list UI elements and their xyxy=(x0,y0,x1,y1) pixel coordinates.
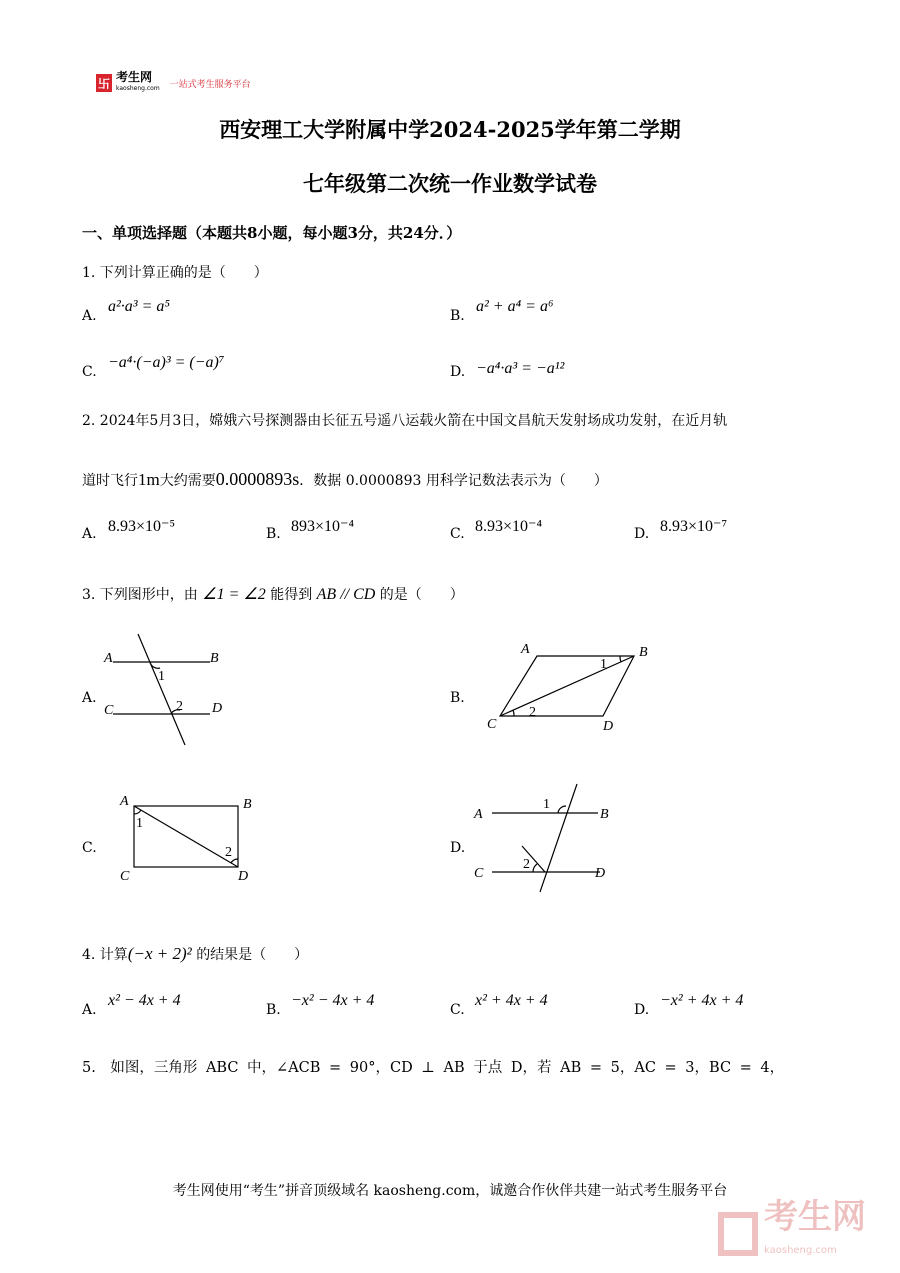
q1-expr-c: −a⁴·(−a)³ = (−a)⁷ xyxy=(108,354,225,371)
q3-option-b[interactable]: B. xyxy=(450,690,465,706)
label-a: A xyxy=(120,794,129,809)
figure-c xyxy=(134,806,238,867)
q4-option-d[interactable]: D. xyxy=(634,1002,650,1018)
exam-subtitle: 七年级第二次统一作业数学试卷 xyxy=(303,171,597,196)
label-a: A xyxy=(104,651,113,666)
q4-option-a[interactable]: A. xyxy=(82,1002,97,1018)
q3-text: 能得到 xyxy=(270,587,313,603)
q1-option-d[interactable]: D. xyxy=(450,364,466,380)
slogan: 一站式考生服务平台 xyxy=(169,79,251,90)
label-1: 1 xyxy=(600,657,607,672)
label-b: B xyxy=(210,651,219,666)
q2-option-b[interactable]: B. xyxy=(266,526,281,542)
watermark-text: 考生网 xyxy=(764,1197,866,1237)
figure-b xyxy=(500,656,634,716)
footer-text: 考生网使用“考生”拼音顶级域名 kaosheng.com，诚邀合作伙伴共建一站式考生服务平台 xyxy=(172,1183,728,1199)
q3-text: 3. 下列图形中，由 xyxy=(82,587,198,603)
q1-stem: 1. 下列计算正确的是（ ） xyxy=(82,265,268,281)
q4-expr-a: x² − 4x + 4 xyxy=(108,992,181,1009)
q4-expr: (−x + 2)² xyxy=(127,944,192,963)
label-b: B xyxy=(639,645,648,660)
q2-line1: 2. 2024年5月3日，嫦娥六号探测器由长征五号遥八运载火箭在中国文昌航天发射场成功发射，在近月轨 xyxy=(82,413,728,429)
label-1: 1 xyxy=(543,797,550,812)
q2-expr-a: 8.93×10⁻⁵ xyxy=(108,518,176,535)
label-c: C xyxy=(120,869,130,884)
label-b: B xyxy=(600,807,609,822)
label-1: 1 xyxy=(136,816,143,831)
q4-text: 4. 计算 xyxy=(82,947,128,963)
q3-option-d[interactable]: D. xyxy=(450,840,466,856)
q2-option-a[interactable]: A. xyxy=(82,526,97,542)
logo-sub: kaosheng.com xyxy=(116,85,160,92)
label-1: 1 xyxy=(158,669,165,684)
section-heading: 一、单项选择题（本题共8小题，每小题3分，共24分．） xyxy=(82,224,462,242)
q1-option-c[interactable]: C. xyxy=(82,364,97,380)
label-2: 2 xyxy=(529,705,536,720)
label-c: C xyxy=(487,717,497,732)
label-c: C xyxy=(474,866,484,881)
q2-expr-d: 8.93×10⁻⁷ xyxy=(660,518,728,535)
q2-time: 0.0000893s xyxy=(215,469,300,489)
label-a: A xyxy=(521,642,530,657)
q2-text: 道时飞行 xyxy=(82,473,138,489)
q1-option-b[interactable]: B. xyxy=(450,308,465,324)
watermark-logo-icon xyxy=(718,1212,758,1256)
label-2: 2 xyxy=(225,845,232,860)
q3-expr: AB // CD xyxy=(316,586,376,603)
figure-a xyxy=(113,634,210,745)
label-a: A xyxy=(474,807,483,822)
q3-option-a[interactable]: A. xyxy=(82,690,97,706)
logo-icon: 卐 xyxy=(96,74,112,92)
logo-text: 考生网 xyxy=(116,70,153,84)
q4-text: 的结果是（ ） xyxy=(196,947,309,963)
exam-title: 西安理工大学附属中学2024-2025学年第二学期 xyxy=(219,117,681,142)
label-d: D xyxy=(238,869,249,884)
q2-expr-c: 8.93×10⁻⁴ xyxy=(475,518,543,535)
q4-stem xyxy=(82,944,308,964)
label-b: B xyxy=(243,797,252,812)
q4-expr-c: x² + 4x + 4 xyxy=(475,992,548,1009)
q4-expr-d: −x² + 4x + 4 xyxy=(660,992,744,1009)
q3-option-c[interactable]: C. xyxy=(82,840,97,856)
q4-option-b[interactable]: B. xyxy=(266,1002,281,1018)
q5-stem: 5. 如图，三角形 ABC 中，∠ACB = 90°，CD ⊥ AB 于点 D，若 AB = 5，AC = 3，BC = 4， xyxy=(82,1060,785,1076)
label-d: D xyxy=(595,866,606,881)
q2-text: ．数据 0.0000893 用科学记数法表示为（ ） xyxy=(299,473,608,489)
q2-option-c[interactable]: C. xyxy=(450,526,465,542)
q4-option-c[interactable]: C. xyxy=(450,1002,465,1018)
q3-expr: ∠1 = ∠2 xyxy=(202,586,266,603)
q2-expr-b: 893×10⁻⁴ xyxy=(291,518,355,535)
label-2: 2 xyxy=(176,699,183,714)
q2-text: 大约需要 xyxy=(159,473,216,489)
q1-expr-d: −a⁴·a³ = −a¹² xyxy=(476,360,565,377)
label-d: D xyxy=(212,701,223,716)
q2-distance: 1m xyxy=(138,470,160,489)
q2-option-d[interactable]: D. xyxy=(634,526,650,542)
q3-text: 的是（ ） xyxy=(379,587,464,603)
label-c: C xyxy=(104,703,114,718)
q1-expr-b: a² + a⁴ = a⁶ xyxy=(476,298,554,315)
label-d: D xyxy=(603,719,614,734)
watermark xyxy=(718,1197,866,1268)
q1-option-a[interactable]: A. xyxy=(82,308,97,324)
q4-expr-b: −x² − 4x + 4 xyxy=(291,992,375,1009)
watermark-sub: kaosheng.com xyxy=(764,1245,837,1256)
q1-expr-a: a²·a³ = a⁵ xyxy=(108,298,170,315)
label-2: 2 xyxy=(523,857,530,872)
